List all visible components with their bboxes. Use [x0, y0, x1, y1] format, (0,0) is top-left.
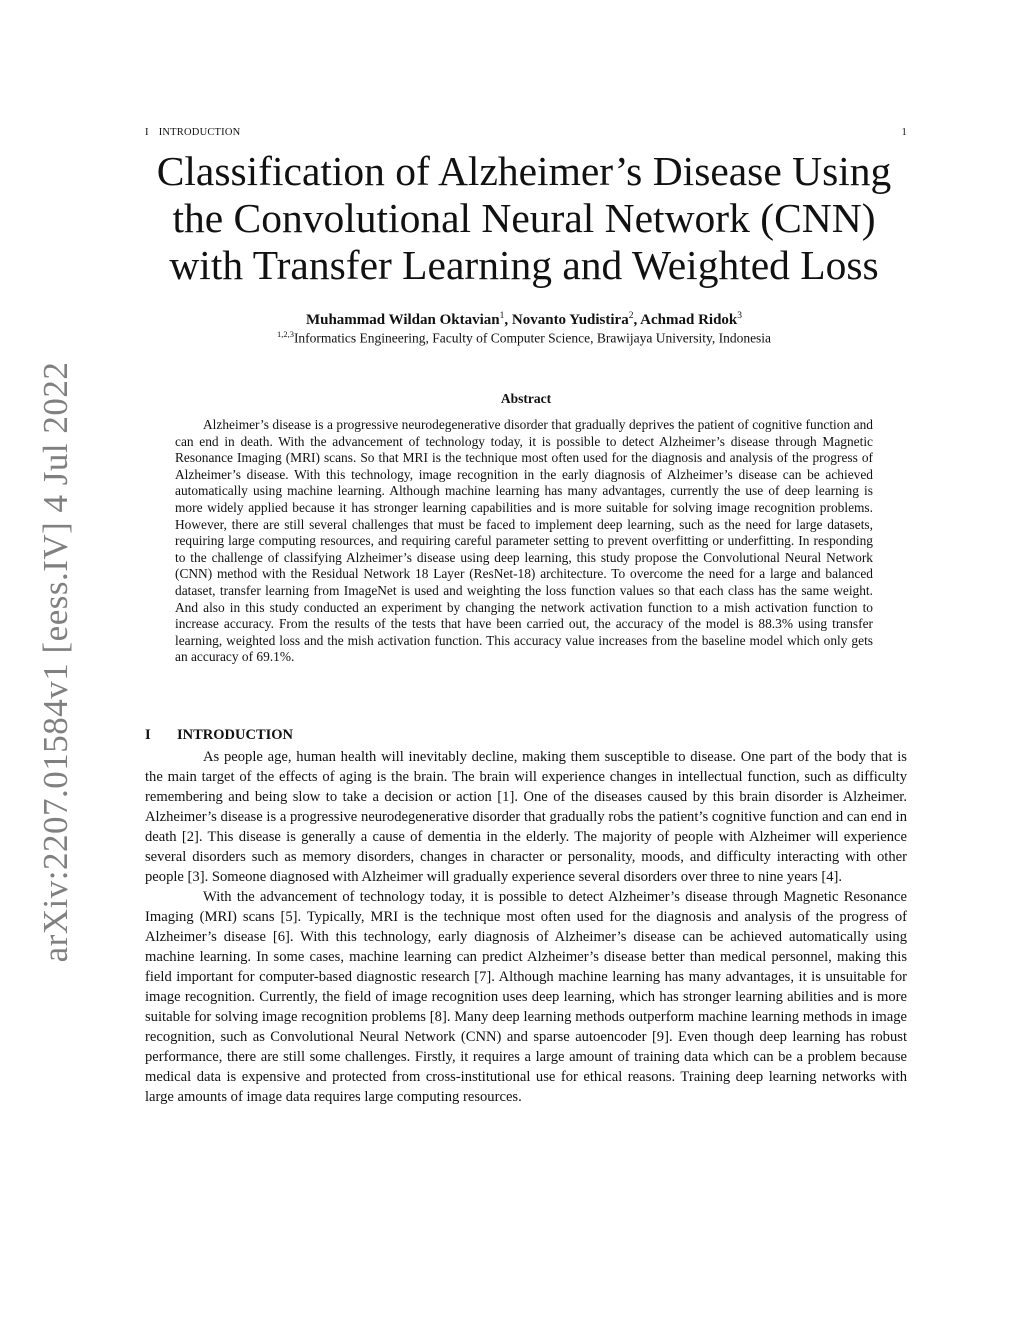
running-header-section	[145, 127, 240, 138]
section-heading	[145, 727, 293, 744]
introduction-body	[145, 747, 907, 1107]
section-number: I	[145, 727, 151, 743]
paper-title-line-3: with Transfer Learning and Weighted Loss	[169, 242, 879, 288]
abstract-heading: Abstract	[500, 391, 552, 406]
affiliation-text: Informatics Engineering, Faculty of Computer Science, Brawijaya University, Indonesia	[293, 330, 772, 346]
paper-title-line-2: the Convolutional Neural Network (CNN)	[172, 195, 876, 241]
page-number: 1	[901, 127, 907, 138]
section-title: INTRODUCTION	[177, 727, 294, 743]
author-name: Muhammad Wildan Oktavian	[305, 312, 500, 328]
running-header-section-title: INTRODUCTION	[158, 127, 241, 138]
author-mark: 1	[499, 311, 505, 321]
paragraph: As people age, human health will inevitably decline, making them susceptible to disease. One part of the body that is the main target of the effects of aging is the brain. The brain will experience changes in intellectual function, such as difficulty remembering and being slow to take a decision or action [1]. One of the diseases caused by this brain disorder is Alzheimer. Alzheimer’s disease is a progressive neurodegenerative disorder that gradually robs the patient’s cognitive function and can end in death [2]. This disease is generally a cause of dementia in the elderly. The majority of people with Alzheimer will experience several disorders such as memory disorders, changes in character or personality, moods, and difficulty interacting with other people [3]. Someone diagnosed with Alzheimer will gradually experience several disorders over three to nine years [4].	[145, 749, 907, 885]
running-header-section-number: I	[145, 127, 149, 138]
paper-title-line-1: Classification of Alzheimer’s Disease Using	[156, 148, 892, 194]
abstract-body: Alzheimer’s disease is a progressive neurodegenerative disorder that gradually deprives the patient of cognitive function and can end in death. With the advancement of technology today, it is possible to detect Alzheimer’s disease through Magnetic Resonance Imaging (MRI) scans. So that MRI is the technique most often used for the diagnosis and analysis of the progress of Alzheimer’s disease. With this technology, image recognition in the early diagnosis of Alzheimer’s disease can be achieved automatically using machine learning. Although machine learning has many advantages, currently the use of deep learning is more widely applied because it has stronger learning capabilities and is more suitable for solving image recognition problems. However, there are still several challenges that must be faced to implement deep learning, such as the need for large datasets, requiring large computing resources, and requiring careful parameter setting to prevent overfitting or underfitting. In responding to the challenge of classifying Alzheimer’s disease using deep learning, this study propose the Convolutional Neural Network (CNN) method with the Residual Network 18 Layer (ResNet-18) architecture. To overcome the need for a large and balanced dataset, transfer learning from ImageNet is used and weighting the loss function values so that each class has the same weight. And also in this study conducted an experiment by changing the network activation function to a mish activation function to increase accuracy. From the results of the tests that have been carried out, the accuracy of the model is 88.3% using transfer learning, weighted loss and the mish activation function. This accuracy value increases from the baseline model which only gets an accuracy of 69.1%.	[175, 417, 873, 665]
running-header	[145, 127, 907, 143]
affiliation-marks: 1,2,3	[276, 329, 294, 339]
arxiv-stamp: arXiv:2207.01584v1 [eess.IV] 4 Jul 2022	[36, 361, 75, 963]
author-name: Novanto Yudistira	[511, 312, 629, 328]
author-name: Achmad Ridok	[640, 312, 738, 328]
paragraph: With the advancement of technology today, it is possible to detect Alzheimer’s disease through Magnetic Resonance Imaging (MRI) scans [5]. Typically, MRI is the technique most often used for the diagnosis and analysis of the progress of Alzheimer’s disease [6]. With this technology, early diagnosis of Alzheimer’s disease can be achieved automatically using machine learning. In some cases, machine learning can predict Alzheimer’s disease better than medical personnel, making this field important for computer-based diagnostic research [7]. Although machine learning has many advantages, it is unsuitable for image recognition. Currently, the field of image recognition uses deep learning, which has stronger learning abilities and is more suitable for solving image recognition problems [8]. Many deep learning methods outperform machine learning methods in image recognition, such as Convolutional Neural Network (CNN) and sparse autoencoder [9]. Even though deep learning has robust performance, there are still some challenges. Firstly, it requires a large amount of training data which can be a problem because medical data is expensive and protected from cross-institutional use for ethical reasons. Training deep learning networks with large amounts of image data requires large computing resources.	[145, 889, 907, 1105]
author-list: Muhammad Wildan Oktavian$^1$, Novanto Yudistira$^2$, Achmad Ridok$^3$	[305, 311, 743, 328]
paper-title	[100, 148, 948, 289]
affiliation	[100, 329, 948, 347]
author-mark: 3	[737, 311, 743, 321]
author-mark: 2	[628, 311, 634, 321]
